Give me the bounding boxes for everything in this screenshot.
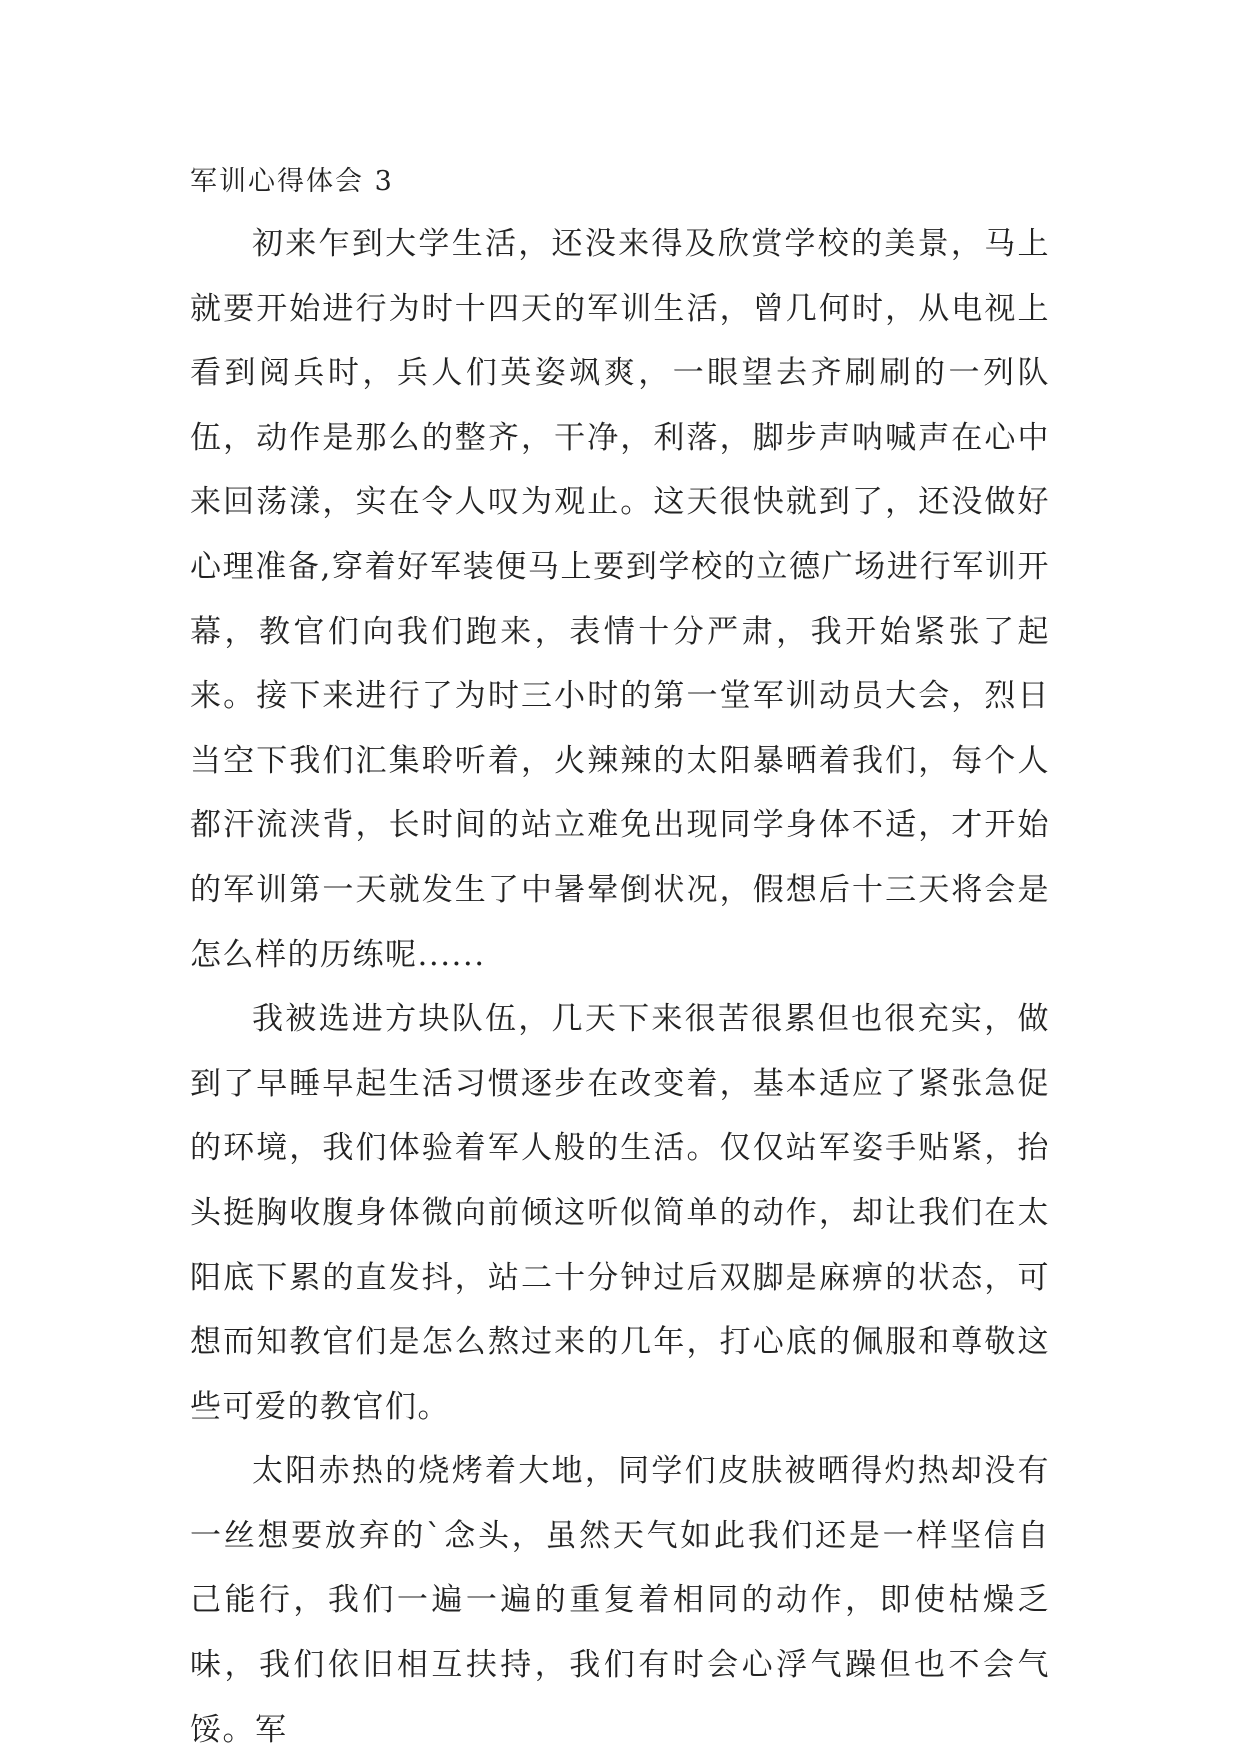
paragraph-1: 初来乍到大学生活，还没来得及欣赏学校的美景，马上就要开始进行为时十四天的军训生活，曾几何时，从电视上看到阅兵时，兵人们英姿飒爽，一眼望去齐刷刷的一列队伍，动作是那么的整齐，干净，利落，脚步声呐喊声在心中来回荡漾，实在令人叹为观止。这天很快就到了，还没做好心理准备,穿着好军装便马上要到学校的立德广场进行军训开幕，教官们向我们跑来，表情十分严肃，我开始紧张了起来。接下来进行了为时三小时的第一堂军训动员大会，烈日当空下我们汇集聆听着，火辣辣的太阳暴晒着我们，每个人都汗流浃背，长时间的站立难免出现同学身体不适，才开始的军训第一天就发生了中暑晕倒状况，假想后十三天将会是怎么样的历练呢......: [190, 226, 1050, 973]
paragraph-3: 太阳赤热的烧烤着大地，同学们皮肤被晒得灼热却没有一丝想要放弃的`念头，虽然天气如此我们还是一样坚信自己能行，我们一遍一遍的重复着相同的动作，即使枯燥乏味，我们依旧相互扶持，我们有时会心浮气躁但也不会气馁。军: [190, 1453, 1050, 1748]
document-body: [190, 162, 1050, 1762]
document-title: 军训心得体会 3: [190, 166, 394, 197]
paragraph-2: 我被选进方块队伍，几天下来很苦很累但也很充实，做到了早睡早起生活习惯逐步在改变着，基本适应了紧张急促的环境，我们体验着军人般的生活。仅仅站军姿手贴紧，抬头挺胸收腹身体微向前倾这听似简单的动作，却让我们在太阳底下累的直发抖，站二十分钟过后双脚是麻痹的状态，可想而知教官们是怎么熬过来的几年，打心底的佩服和尊敬这些可爱的教官们。: [190, 1001, 1050, 1425]
